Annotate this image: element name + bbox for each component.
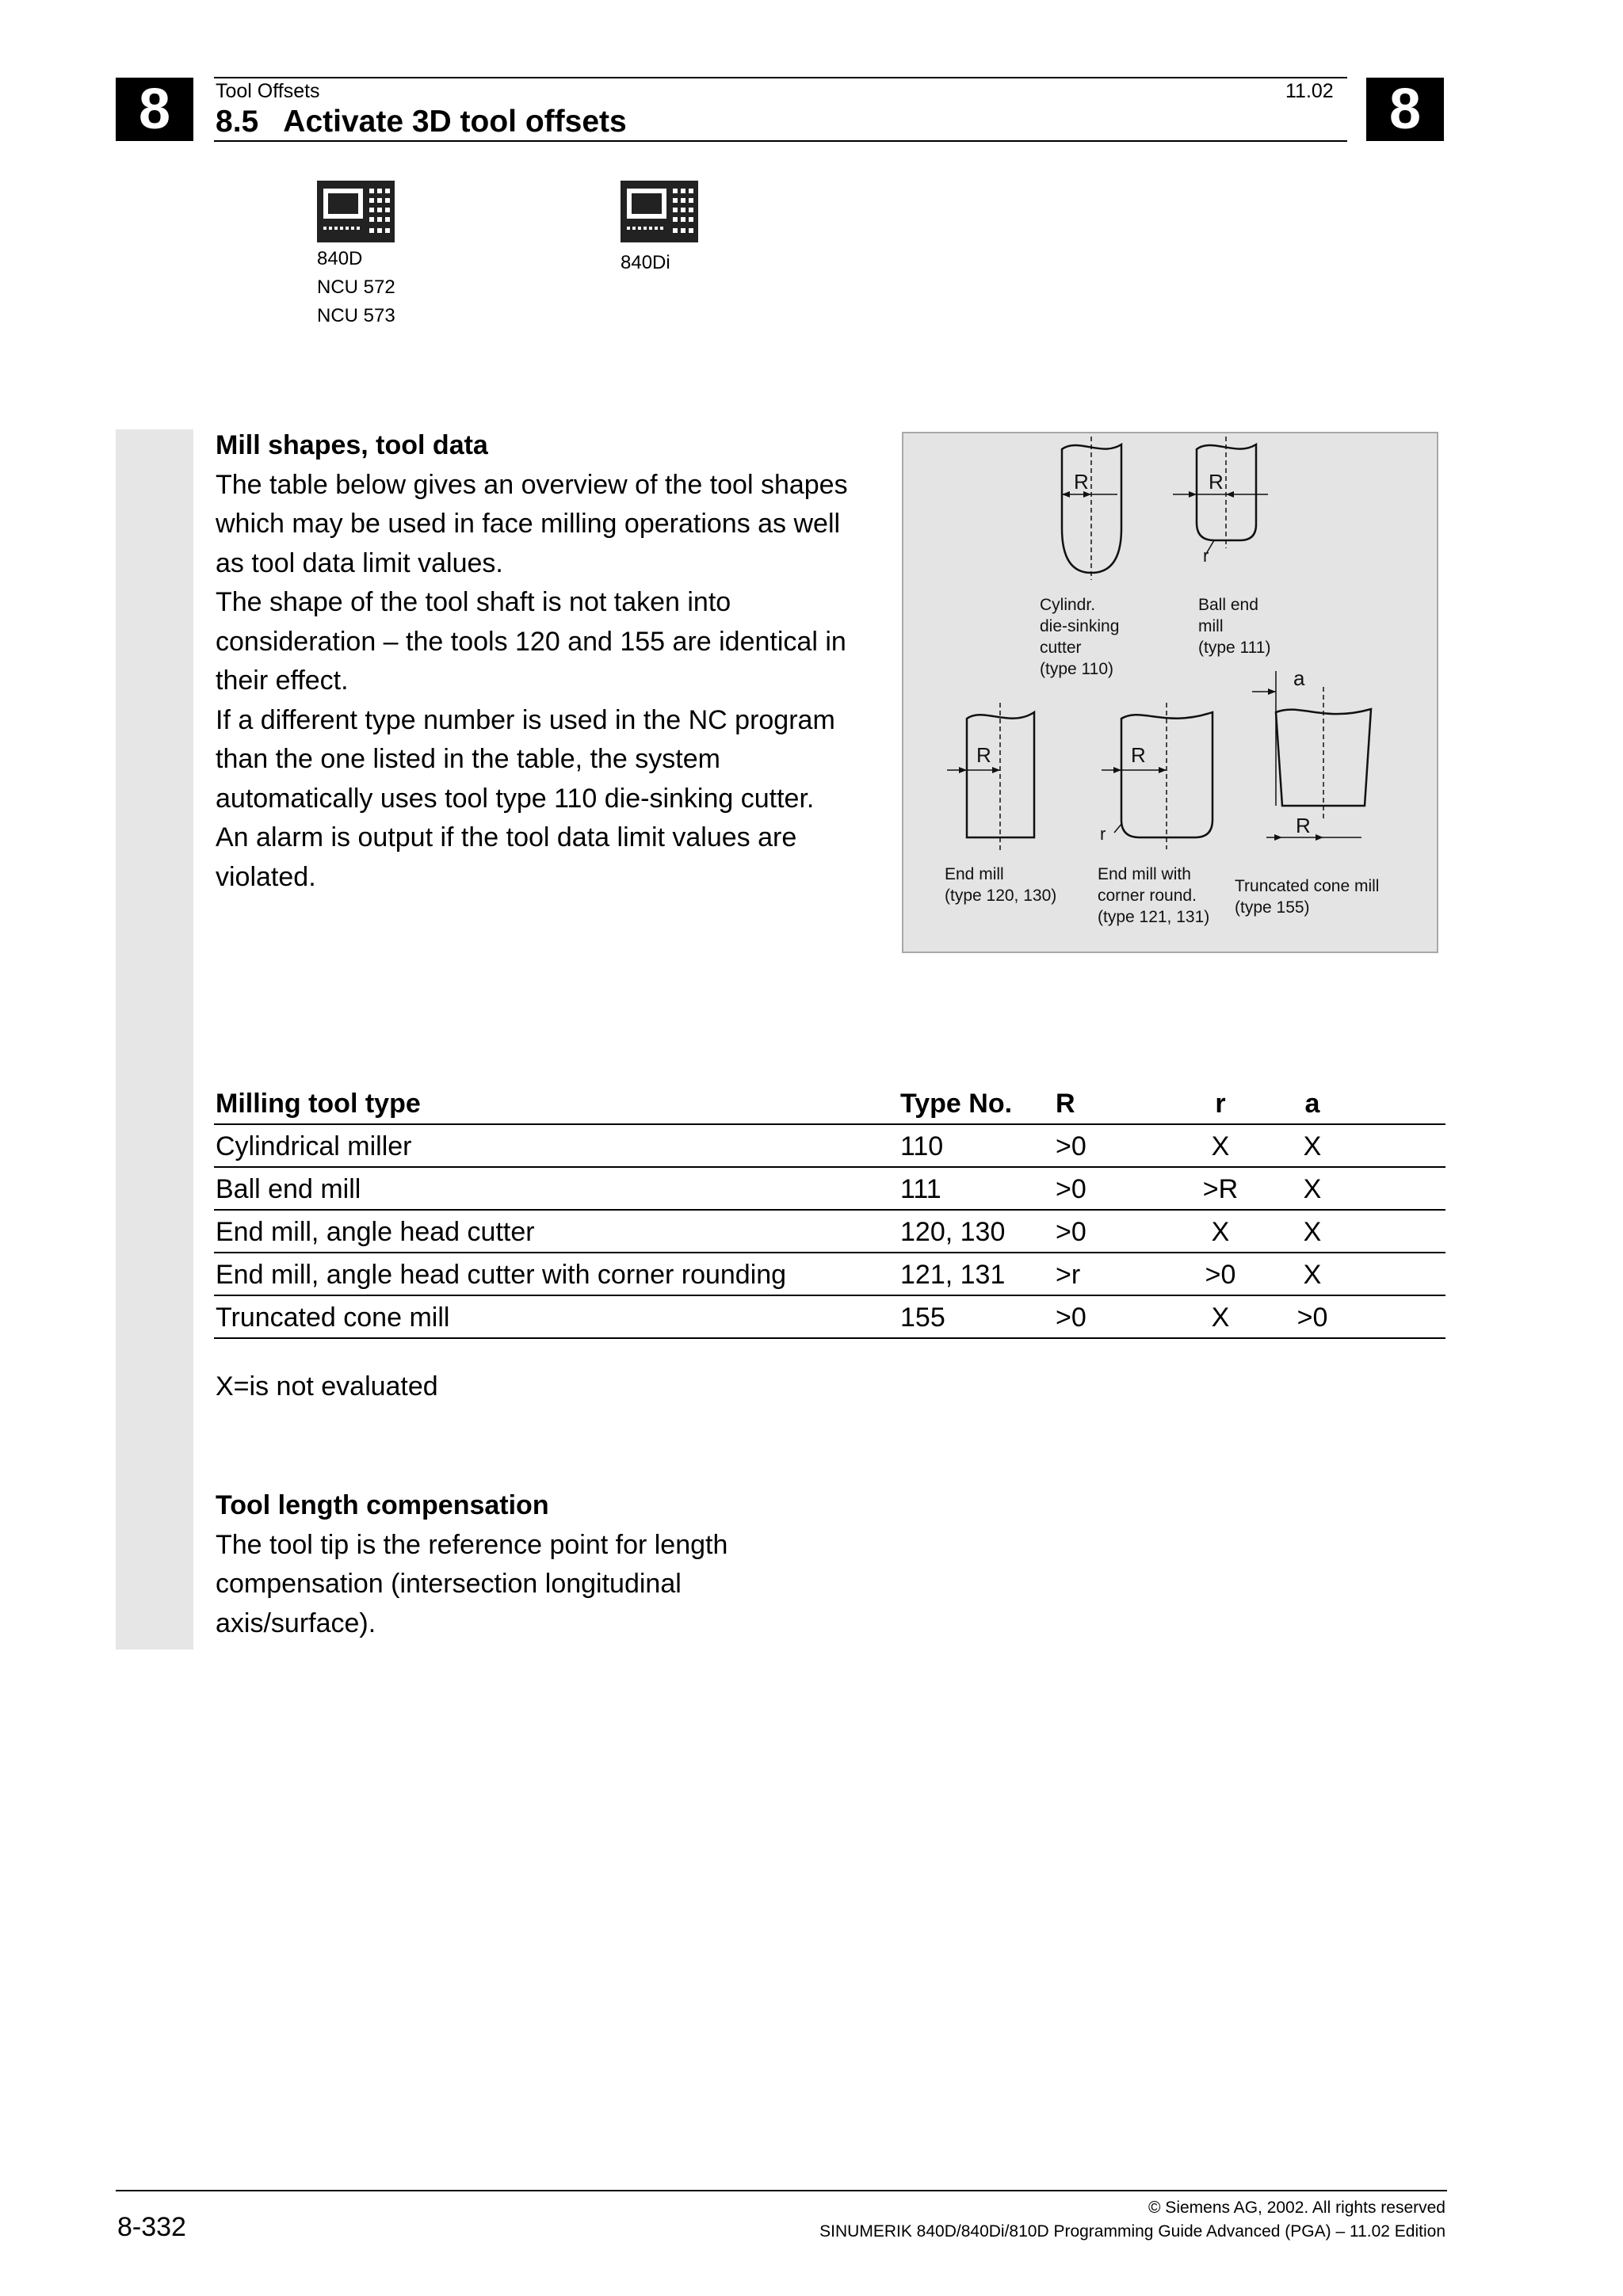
device-label-ncu572: NCU 572 xyxy=(317,277,395,298)
dimension-R: R xyxy=(1296,814,1311,837)
cylindrical-cutter-caption: Cylindr. die-sinking cutter (type 110) xyxy=(1040,596,1120,678)
control-panel-icon xyxy=(317,181,395,242)
header-bottom-rule xyxy=(214,140,1347,142)
paragraph-line: than the one listed in the table, the system xyxy=(216,744,720,774)
control-panel-icon xyxy=(621,181,698,242)
table-row: Ball end mill 111 >0 >R X xyxy=(214,1168,1445,1211)
paragraph-line: axis/surface). xyxy=(216,1608,376,1638)
paragraph-line: An alarm is output if the tool data limit values are xyxy=(216,822,797,852)
mill-shapes-heading: Mill shapes, tool data xyxy=(216,430,488,460)
paragraph-line: consideration – the tools 120 and 155 are identical in xyxy=(216,626,846,657)
margin-band xyxy=(116,429,193,1650)
dimension-R: R xyxy=(1209,470,1224,494)
tool-data-table xyxy=(214,1082,1445,1339)
page-number: 8-332 xyxy=(117,2212,186,2242)
dimension-R: R xyxy=(976,743,991,767)
dimension-R: R xyxy=(1074,470,1089,494)
paragraph-line: The table below gives an overview of the tool shapes xyxy=(216,469,848,500)
table-row: End mill, angle head cutter with corner rounding 121, 131 >r >0 X xyxy=(214,1253,1445,1296)
chapter-number-badge-left: 8 xyxy=(116,78,193,141)
header-top-rule xyxy=(214,77,1347,78)
paragraph-line: If a different type number is used in the NC program xyxy=(216,704,835,735)
paragraph-line: violated. xyxy=(216,861,316,892)
paragraph-line: compensation (intersection longitudinal xyxy=(216,1569,682,1599)
paragraph-line: automatically uses tool type 110 die-sinking cutter. xyxy=(216,783,815,814)
paragraph-line: The tool tip is the reference point for length xyxy=(216,1529,728,1560)
dimension-r: r xyxy=(1100,824,1106,844)
dimension-r: r xyxy=(1203,546,1209,566)
document-title: SINUMERIK 840D/840Di/810D Programming Guide Advanced (PGA) – 11.02 Edition xyxy=(819,2222,1445,2241)
footer-rule xyxy=(116,2190,1447,2191)
table-row: Cylindrical miller 110 >0 X X xyxy=(214,1125,1445,1168)
length-compensation-heading: Tool length compensation xyxy=(216,1490,549,1520)
paragraph-line: which may be used in face milling operations as well xyxy=(216,509,841,539)
truncated-cone-caption: Truncated cone mill (type 155) xyxy=(1235,877,1380,917)
table-row: Truncated cone mill 155 >0 X >0 xyxy=(214,1296,1445,1339)
device-label-ncu573: NCU 573 xyxy=(317,305,395,326)
mill-shapes-section xyxy=(216,426,897,897)
ball-end-mill-caption: Ball end mill (type 111) xyxy=(1198,596,1271,657)
end-mill-caption: End mill (type 120, 130) xyxy=(945,865,1057,905)
device-label-840di: 840Di xyxy=(621,252,670,273)
dimension-a: a xyxy=(1293,666,1305,690)
chapter-number-badge-right: 8 xyxy=(1366,78,1444,141)
copyright-notice: © Siemens AG, 2002. All rights reserved xyxy=(1148,2199,1445,2217)
length-compensation-section xyxy=(216,1486,897,1643)
device-label-840d: 840D xyxy=(317,248,363,269)
table-note: X=is not evaluated xyxy=(216,1371,438,1402)
edition-label: 11.02 xyxy=(1285,80,1334,102)
paragraph-line: their effect. xyxy=(216,666,349,696)
table-row: End mill, angle head cutter 120, 130 >0 X X xyxy=(214,1211,1445,1253)
running-title: Tool Offsets xyxy=(216,80,320,102)
paragraph-line: The shape of the tool shaft is not taken into xyxy=(216,587,731,617)
mill-shapes-figure xyxy=(902,432,1438,953)
dimension-R: R xyxy=(1131,743,1146,767)
corner-round-mill-caption: End mill with corner round. (type 121, 131) xyxy=(1098,865,1210,926)
paragraph-line: as tool data limit values. xyxy=(216,547,503,578)
section-title: 8.5 Activate 3D tool offsets xyxy=(216,105,627,139)
table-header-row: Milling tool type Type No. R r a xyxy=(214,1082,1445,1125)
